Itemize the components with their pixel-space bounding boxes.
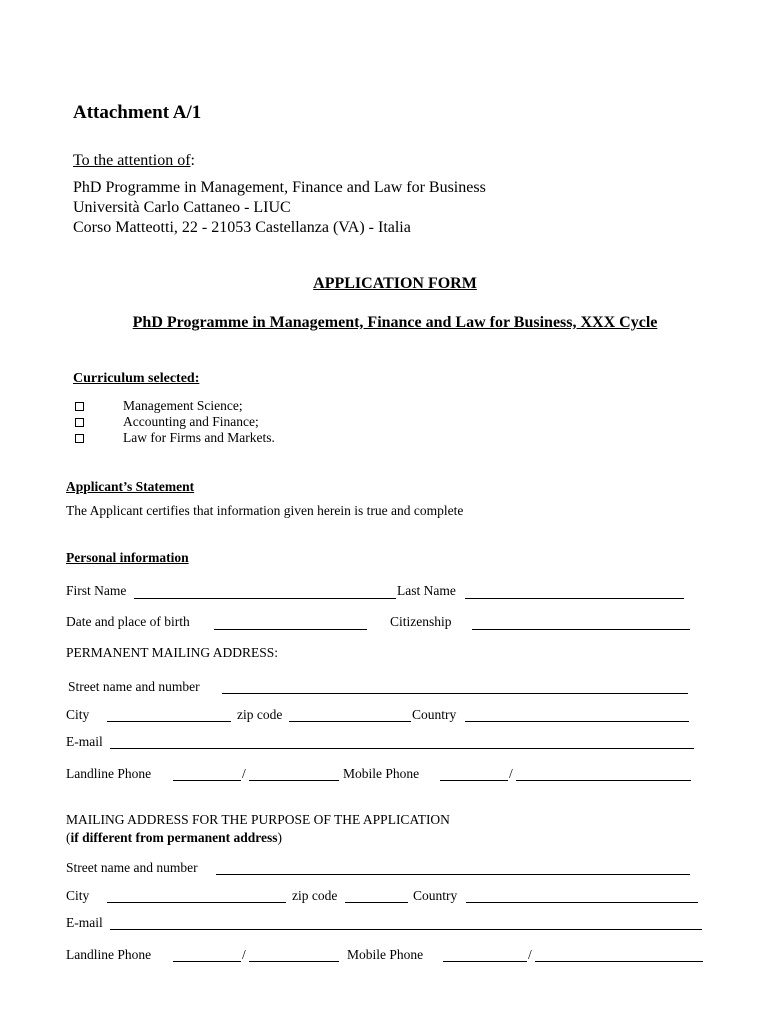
mobile-number-field[interactable] [516,780,691,781]
application-country-field[interactable] [466,902,698,903]
street-field[interactable] [222,693,688,694]
curriculum-option-label: Law for Firms and Markets. [123,430,275,445]
country-label: Country [412,707,457,722]
form-subtitle: PhD Programme in Management, Finance and Law for Business, XXX Cycle [132,314,658,331]
first-name-field[interactable] [134,598,396,599]
statement-heading: Applicant’s Statement [66,479,195,494]
citizenship-field[interactable] [472,629,690,630]
zip-label: zip code [292,888,338,903]
street-label: Street name and number [68,679,200,694]
application-landline-prefix-field[interactable] [173,961,241,962]
landline-label: Landline Phone [66,766,152,781]
city-field[interactable] [107,721,231,722]
attention-colon: : [190,152,195,169]
note-open: ( [66,830,71,845]
citizenship-label: Citizenship [390,614,452,629]
country-field[interactable] [465,721,689,722]
application-mobile-prefix-field[interactable] [443,961,527,962]
landline-slash: / [242,947,246,962]
form-title: APPLICATION FORM [313,275,477,292]
application-address-note [66,830,282,846]
curriculum-option-label: Management Science; [123,398,243,413]
permanent-address-heading: PERMANENT MAILING ADDRESS: [66,645,279,660]
note-text: if different from permanent address [70,830,278,845]
mobile-label: Mobile Phone [343,766,420,781]
first-name-label: First Name [66,583,127,598]
email-label: E-mail [66,734,103,749]
landline-label: Landline Phone [66,947,152,962]
mobile-slash: / [509,766,513,781]
application-street-field[interactable] [216,874,690,875]
curriculum-heading: Curriculum selected: [73,371,200,386]
landline-prefix-field[interactable] [173,780,241,781]
attention-line [73,152,195,170]
checkbox-accounting-finance[interactable] [75,418,84,427]
checkbox-law-firms-markets[interactable] [75,434,84,443]
checkbox-management-science[interactable] [75,402,84,411]
last-name-label: Last Name [397,583,456,598]
mobile-slash: / [528,947,532,962]
address-line-1: PhD Programme in Management, Finance and Law for Business [73,179,486,196]
personal-heading: Personal information [66,550,189,565]
email-label: E-mail [66,915,103,930]
street-label: Street name and number [66,860,198,875]
application-landline-number-field[interactable] [249,961,339,962]
city-label: City [66,888,90,903]
country-label: Country [413,888,458,903]
attention-label: To the attention of [73,152,191,169]
address-line-2: Università Carlo Cattaneo - LIUC [73,199,291,216]
note-close: ) [277,830,282,845]
application-address-heading: MAILING ADDRESS FOR THE PURPOSE OF THE APPLICATION [66,812,450,827]
landline-slash: / [242,766,246,781]
email-field[interactable] [110,748,694,749]
city-label: City [66,707,90,722]
page-title: Attachment A/1 [73,102,202,123]
mobile-label: Mobile Phone [347,947,424,962]
application-city-field[interactable] [107,902,286,903]
mobile-prefix-field[interactable] [440,780,508,781]
zip-field[interactable] [289,721,411,722]
address-line-3: Corso Matteotti, 22 - 21053 Castellanza (VA) - Italia [73,219,411,236]
last-name-field[interactable] [465,598,684,599]
birth-label: Date and place of birth [66,614,190,629]
birth-field[interactable] [214,629,367,630]
statement-text: The Applicant certifies that information given herein is true and complete [66,503,464,518]
application-zip-field[interactable] [345,902,408,903]
curriculum-option-label: Accounting and Finance; [123,414,259,429]
zip-label: zip code [237,707,283,722]
landline-number-field[interactable] [249,780,339,781]
application-email-field[interactable] [110,929,702,930]
application-mobile-number-field[interactable] [535,961,703,962]
